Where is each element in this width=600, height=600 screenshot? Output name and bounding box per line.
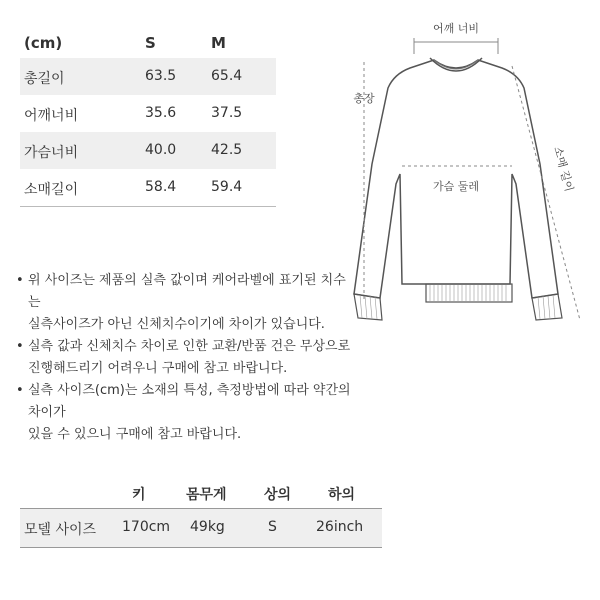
size-m-header: M <box>211 34 226 52</box>
note-line: 실측 사이즈(cm)는 소재의 특성, 측정방법에 따라 약간의 차이가 <box>28 383 351 420</box>
sweater-diagram <box>352 14 588 344</box>
table-row <box>20 169 276 207</box>
note-line: 실측사이즈가 아닌 신체치수이기에 차이가 있습니다. <box>28 317 325 332</box>
size-s-header: S <box>145 34 156 52</box>
table-row <box>20 58 276 95</box>
model-size-table <box>20 478 382 548</box>
row-value-s: 58.4 <box>145 179 177 195</box>
note-line: 있을 수 있으니 구매에 참고 바랍니다. <box>28 427 242 442</box>
cuff-rib-lines <box>360 295 555 319</box>
note-item <box>16 270 356 336</box>
model-height: 170cm <box>122 519 171 535</box>
note-item <box>16 380 356 446</box>
row-value-m: 65.4 <box>211 68 243 84</box>
row-label: 소매길이 <box>24 182 79 198</box>
left-cuff <box>354 294 382 320</box>
model-size-label: 모델 사이즈 <box>24 522 97 538</box>
model-weight: 49kg <box>190 519 225 535</box>
sleeve-dimension-line <box>512 66 580 320</box>
row-value-s: 40.0 <box>145 142 177 158</box>
note-item <box>16 336 356 380</box>
row-label: 어깨너비 <box>24 108 79 124</box>
bullet-icon: • <box>16 339 24 354</box>
model-top-size: S <box>268 519 277 535</box>
bottom-header: 하의 <box>328 487 356 503</box>
model-row <box>20 508 382 548</box>
note-line: 진행해드리기 어려우니 구매에 참고 바랍니다. <box>28 361 288 376</box>
note-line: 실측 값과 신체치수 차이로 인한 교환/반품 건은 무상으로 <box>28 339 351 354</box>
height-header: 키 <box>132 487 146 503</box>
shoulder-width-label: 어깨 너비 <box>432 22 480 35</box>
sweater-outline <box>354 60 558 298</box>
note-line: 위 사이즈는 제품의 실측 값이며 케어라벨에 표기된 치수는 <box>28 273 346 310</box>
row-label: 총길이 <box>24 71 65 87</box>
row-label: 가슴너비 <box>24 145 79 161</box>
row-value-m: 59.4 <box>211 179 243 195</box>
chest-label: 가슴 둘레 <box>432 180 480 193</box>
model-header <box>20 478 382 508</box>
size-table-header <box>20 32 276 58</box>
sweater-hem <box>426 284 512 302</box>
row-value-s: 35.6 <box>145 105 177 121</box>
size-notes <box>16 270 356 446</box>
right-cuff <box>532 294 562 320</box>
row-value-m: 37.5 <box>211 105 243 121</box>
table-row <box>20 132 276 169</box>
sleeve-label: 소매 길이 <box>551 145 576 194</box>
model-bottom-size: 26inch <box>316 519 364 535</box>
length-label: 총장 <box>353 92 375 105</box>
size-table <box>20 32 276 207</box>
bullet-icon: • <box>16 273 24 288</box>
hem-rib-lines <box>430 285 506 301</box>
unit-header: (cm) <box>24 34 63 52</box>
row-value-m: 42.5 <box>211 142 243 158</box>
row-value-s: 63.5 <box>145 68 177 84</box>
weight-header: 몸무게 <box>186 487 227 503</box>
table-row <box>20 95 276 132</box>
top-header: 상의 <box>264 487 292 503</box>
bullet-icon: • <box>16 383 24 398</box>
